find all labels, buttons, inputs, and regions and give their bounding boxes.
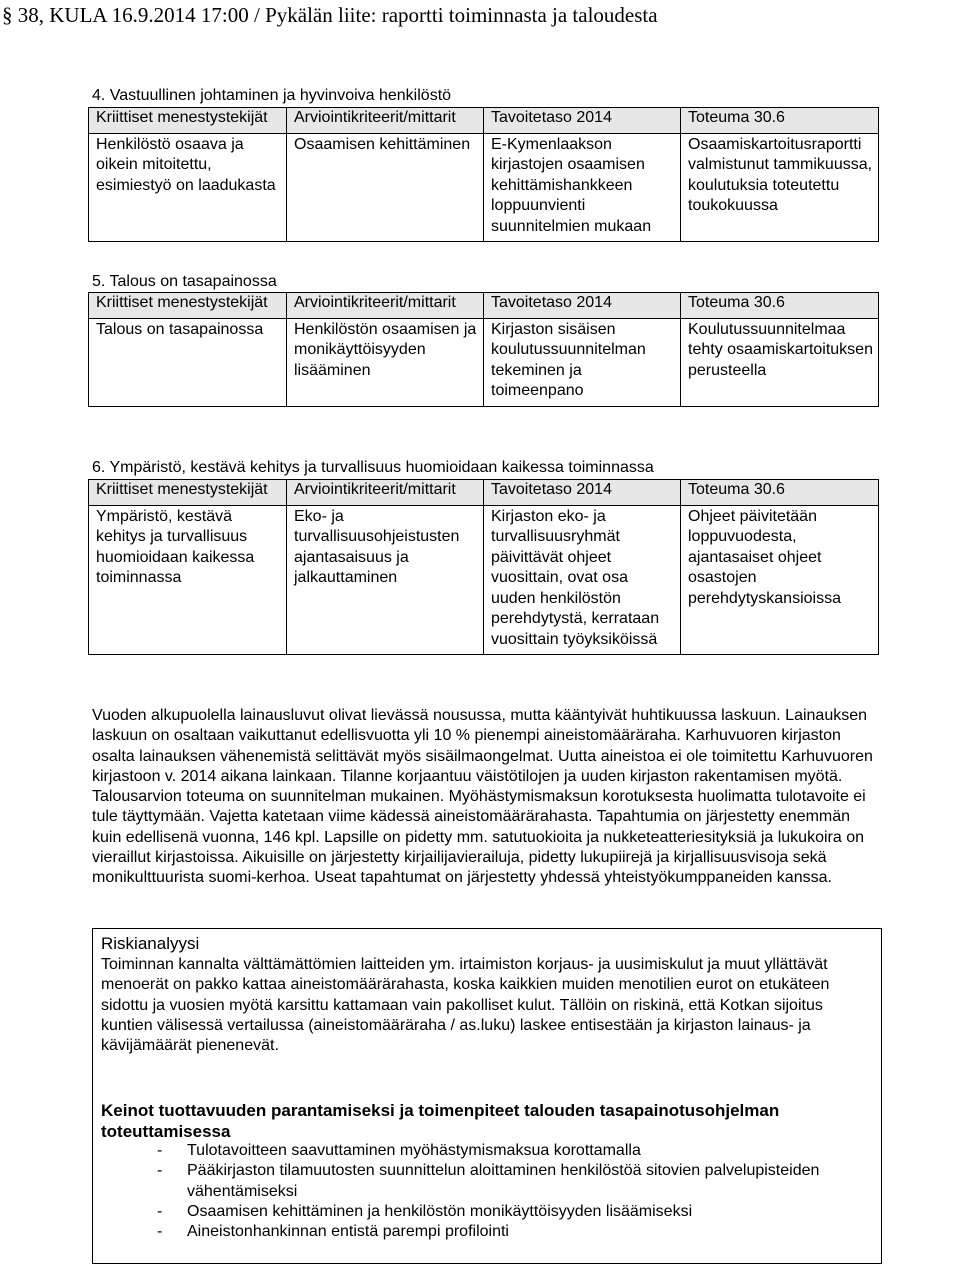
column-header-criteria: Arviointikriteerit/mittarit — [287, 293, 484, 319]
table-header-row — [89, 480, 879, 506]
cell-critical-factor: Talous on tasapainossa — [89, 318, 287, 406]
column-header-critical-factors: Kriittiset menestystekijät — [89, 293, 287, 319]
bullet-dash: - — [157, 1142, 163, 1159]
column-header-target: Tavoitetaso 2014 — [484, 480, 681, 506]
table-row — [89, 505, 879, 655]
page-header: § 38, KULA 16.9.2014 17:00 / Pykälän liite: raportti toiminnasta ja taloudesta — [2, 3, 658, 27]
risk-text: Toiminnan kannalta välttämättömien laitteiden ym. irtaimiston korjaus- ja uusimiskulut ja muut yllättävät menoerät on pakko kattaa aineistomäärärahasta, koska kaikkien muiden menotilien eurot on etukäteen sidottu ja vuosien myötä karsittu kattamaan vain pakolliset kulut. Tällöin on riskinä, että Kotkan sijoitus kuntien välisessä vertailussa (aineistomääräraha / as.luku) laskee entisestään ja kirjaston lainaus- ja kävijämäärät pienenevät. — [101, 956, 830, 1055]
risk-analysis-box — [92, 928, 882, 1264]
section-heading-4: 4. Vastuullinen johtaminen ja hyvinvoiva henkilöstö — [92, 87, 452, 104]
cell-critical-factor: Ympäristö, kestävä kehitys ja turvallisuus huomioidaan kaikessa toiminnassa — [89, 505, 287, 655]
column-header-outcome: Toteuma 30.6 — [681, 480, 879, 506]
cell-criteria: Eko- ja turvallisuusohjeistusten ajantasaisuus ja jalkauttaminen — [287, 505, 484, 655]
column-header-target: Tavoitetaso 2014 — [484, 293, 681, 319]
goals-table-4 — [88, 107, 879, 242]
cell-target: Kirjaston sisäisen koulutussuunnitelman tekeminen ja toimeenpano — [484, 318, 681, 406]
bullet-dash: - — [157, 1162, 163, 1180]
column-header-criteria: Arviointikriteerit/mittarit — [287, 480, 484, 506]
section-heading-5: 5. Talous on tasapainossa — [92, 273, 277, 290]
table-row — [89, 133, 879, 242]
goals-table-6 — [88, 479, 879, 655]
cell-outcome: Ohjeet päivitetään loppuvuodesta, ajantasaiset ohjeet osastojen perehdytyskansioissa — [681, 505, 879, 655]
table-row — [89, 318, 879, 406]
cell-outcome: Osaamiskartoitusraportti valmistunut tammikuussa, koulutuksia toteutettu toukokuussa — [681, 133, 879, 242]
list-item — [101, 1222, 871, 1242]
cell-target: E-Kymenlaakson kirjastojen osaamisen kehittämishankkeen loppuunvienti suunnitelmien mukaan — [484, 133, 681, 242]
goals-table-5 — [88, 292, 879, 407]
cell-criteria: Henkilöstön osaamisen ja monikäyttöisyyden lisääminen — [287, 318, 484, 406]
column-header-outcome: Toteuma 30.6 — [681, 108, 879, 134]
column-header-outcome: Toteuma 30.6 — [681, 293, 879, 319]
column-header-target: Tavoitetaso 2014 — [484, 108, 681, 134]
cell-criteria: Osaamisen kehittäminen — [287, 133, 484, 242]
column-header-critical-factors: Kriittiset menestystekijät — [89, 108, 287, 134]
cell-outcome: Koulutussuunnitelmaa tehty osaamiskartoituksen perusteella — [681, 318, 879, 406]
measure-text: Pääkirjaston tilamuutosten suunnittelun aloittaminen henkilöstöä sitovien palvelupisteiden vähentämiseksi — [187, 1162, 820, 1200]
bullet-dash: - — [157, 1223, 163, 1241]
measures-title: Keinot tuottavuuden parantamiseksi ja toimenpiteet talouden tasapainotusohjelman toteuttamisessa — [101, 1101, 780, 1141]
report-paragraph: Vuoden alkupuolella lainausluvut olivat lievässä nousussa, mutta kääntyivät huhtikuussa laskuun. Lainauksen laskuun on osaltaan vaikuttanut edellisvuotta yli 10 % pienempi aineistomääräraha. Karhuvuoren kirjaston osalta lainauksen vähenemistä selittävät myös sisäilmaongelmat. Uutta aineistoa ei ole toimitettu Karhuvuoren kirjastoon v. 2014 aikana lainkaan. Tilanne korjaantuu väistötilojen ja uuden kirjaston rakentamisen myötä. Talousarvion toteuma on suunnitelman mukainen. Myöhästymismaksun korotuksesta huolimatta tulotavoite ei tule täyttymään. Vajetta katetaan viime kädessä aineistomäärärahasta. Tapahtumia on järjestetty enemmän kuin edellisenä vuonna, 146 kpl. Lapsille on pidetty mm. satutuokioita ja nukketeatteriesityksiä ja lukukoira on vieraillut kirjastoissa. Aikuisille on järjestetty kirjailijavierailuja, pidetty lukupiirejä ja kirjallisuusvisoja sekä monikulttuurista suomi-kerhoa. Useat tapahtumat on järjestetty yhdessä yhteistyökumppaneiden kanssa. — [92, 707, 873, 887]
table-header-row — [89, 293, 879, 319]
measure-text: Aineistonhankinnan entistä parempi profilointi — [187, 1223, 509, 1241]
cell-critical-factor: Henkilöstö osaava ja oikein mitoitettu, esimiestyö on laadukasta — [89, 133, 287, 242]
cell-target: Kirjaston eko- ja turvallisuusryhmät päivittävät ohjeet vuosittain, ovat osa uuden henkilöstön perehdytystä, kerrataan vuosittain työyksiköissä — [484, 505, 681, 655]
list-item — [101, 1202, 871, 1222]
table-header-row — [89, 108, 879, 134]
measure-text: Tulotavoitteen saavuttaminen myöhästymismaksua korottamalla — [187, 1142, 641, 1159]
report-text-block — [92, 706, 882, 889]
section-heading-6: 6. Ympäristö, kestävä kehitys ja turvallisuus huomioidaan kaikessa toiminnassa — [92, 459, 654, 476]
column-header-criteria: Arviointikriteerit/mittarit — [287, 108, 484, 134]
column-header-critical-factors: Kriittiset menestystekijät — [89, 480, 287, 506]
bullet-dash: - — [157, 1202, 163, 1220]
list-item — [101, 1161, 871, 1202]
measures-list — [101, 1141, 871, 1242]
risk-title: Riskianalyysi — [101, 934, 200, 953]
measure-text: Osaamisen kehittäminen ja henkilöstön monikäyttöisyyden lisäämiseksi — [187, 1202, 693, 1220]
list-item — [101, 1141, 871, 1161]
